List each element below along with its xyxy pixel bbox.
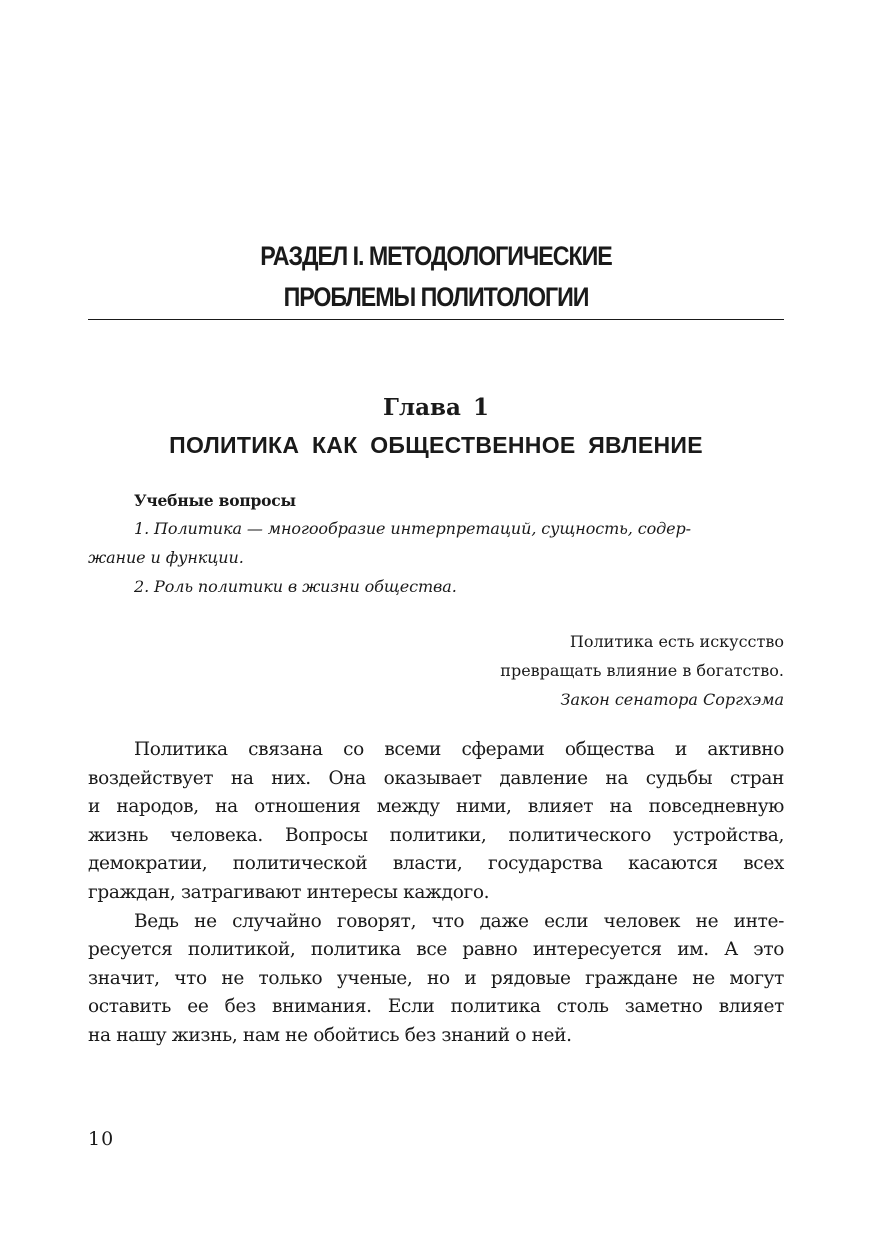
paragraph-line: Политика связана со всеми сферами общества и активно	[134, 739, 784, 760]
paragraph-line: жизнь человека. Вопросы политики, политического устройства,	[88, 824, 784, 846]
question-2: 2. Роль политики в жизни общества.	[134, 577, 457, 596]
study-questions-list	[88, 514, 784, 601]
epigraph-line-2: превращать влияние в богатство.	[500, 661, 784, 680]
paragraph-line: и народов, на отношения между ними, влияет на повседневную	[88, 796, 784, 818]
paragraph-line: воздействует на них. Она оказывает давление на судьбы стран	[88, 767, 784, 789]
epigraph-author: Закон сенатора Соргхэма	[560, 690, 784, 709]
paragraph-line: оставить ее без внимания. Если политика столь заметно влияет	[88, 996, 784, 1018]
section-divider	[88, 319, 784, 320]
question-1-line-1: 1. Политика — многообразие интерпретаций, сущность, содер-	[134, 519, 691, 538]
study-questions-heading: Учебные вопросы	[134, 491, 296, 510]
paragraph-2	[88, 908, 784, 1051]
chapter-title: ПОЛИТИКА КАК ОБЩЕСТВЕННОЕ ЯВЛЕНИЕ	[169, 432, 703, 458]
epigraph-line-1: Политика есть искусство	[569, 632, 784, 651]
epigraph	[88, 627, 784, 714]
paragraph-line: граждан, затрагивают интересы каждого.	[88, 881, 490, 903]
paragraph-line: демократии, политической власти, государства касаются всех	[88, 853, 784, 875]
paragraph-line: значит, что не только ученые, но и рядовые граждане не могут	[88, 967, 784, 989]
section-title	[137, 236, 736, 318]
chapter-number: Глава 1	[383, 394, 489, 421]
paragraph-1	[88, 736, 784, 908]
body-text	[88, 736, 784, 1051]
paragraph-line: ресуется политикой, политика все равно интересуется им. А это	[88, 939, 784, 961]
paragraph-line: на нашу жизнь, нам не обойтись без знаний о ней.	[88, 1024, 572, 1046]
question-1-line-2: жание и функции.	[88, 548, 244, 567]
paragraph-line: Ведь не случайно говорят, что даже если человек не инте-	[134, 910, 784, 932]
page-number: 10	[88, 1128, 115, 1150]
section-title-line-2: ПРОБЛЕМЫ ПОЛИТОЛОГИИ	[283, 282, 589, 312]
section-title-line-1: РАЗДЕЛ I. МЕТОДОЛОГИЧЕСКИЕ	[260, 241, 612, 271]
